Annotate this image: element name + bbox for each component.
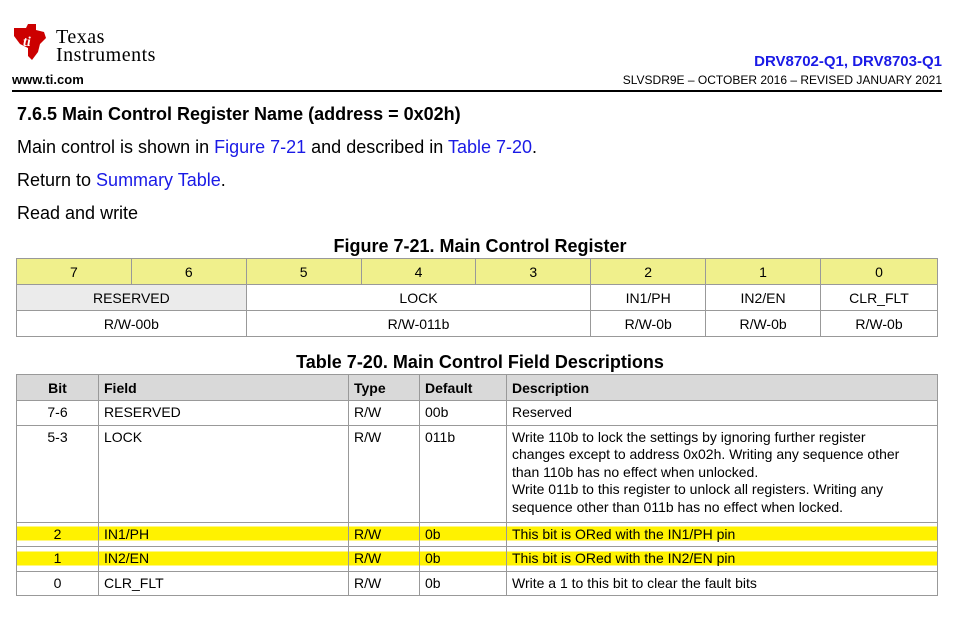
bit-cell: 4 (361, 259, 476, 285)
bit-cell: 3 (476, 259, 591, 285)
access-cell: R/W-0b (821, 311, 938, 337)
header-type: Type (349, 375, 420, 401)
p1-text-pre: Main control is shown in (17, 137, 215, 157)
cell-type: R/W (349, 547, 420, 572)
bit-cell: 1 (706, 259, 821, 285)
bit-cell: 7 (17, 259, 132, 285)
register-map-table (16, 258, 938, 337)
return-paragraph (17, 170, 226, 191)
header-description: Description (507, 375, 938, 401)
bit-cell: 6 (131, 259, 246, 285)
field-cell-in2en: IN2/EN (706, 285, 821, 311)
table-header-row (17, 375, 938, 401)
cell-default: 011b (420, 425, 507, 522)
description-line: Write 110b to lock the settings by ignoring further register (512, 428, 866, 445)
cell-type: R/W (349, 425, 420, 522)
bit-number-row (17, 259, 938, 285)
cell-field: LOCK (99, 425, 349, 522)
cell-field: CLR_FLT (99, 571, 349, 596)
ti-logo[interactable] (10, 22, 210, 70)
cell-bit: 5-3 (17, 425, 99, 522)
access-cell: R/W-0b (706, 311, 821, 337)
cell-description: This bit is ORed with the IN1/PH pin (507, 522, 938, 547)
cell-field: IN2/EN (99, 547, 349, 572)
header-default: Default (420, 375, 507, 401)
field-name-row (17, 285, 938, 311)
summary-table-link[interactable]: Summary Table (96, 170, 221, 190)
svg-text:ti: ti (23, 35, 31, 50)
access-cell: R/W-00b (17, 311, 247, 337)
table-row (17, 425, 938, 522)
access-cell: R/W-0b (591, 311, 706, 337)
p1-text-post: . (532, 137, 538, 157)
access-row (17, 311, 938, 337)
bit-cell: 2 (591, 259, 706, 285)
table-row (17, 571, 938, 596)
access-cell: R/W-011b (246, 311, 590, 337)
cell-field: RESERVED (99, 401, 349, 426)
header-bit: Bit (17, 375, 99, 401)
brand-name (56, 28, 156, 64)
bit-cell: 5 (246, 259, 361, 285)
document-revision: SLVSDR9E – OCTOBER 2016 – REVISED JANUARY 2021 (622, 73, 942, 87)
description-line: sequence other than 011b has no effect when locked. (512, 498, 844, 515)
table-title: Table 7-20. Main Control Field Descriptions (296, 352, 664, 372)
cell-bit: 2 (17, 522, 99, 547)
p2-text-pre: Return to (17, 170, 97, 190)
figure-title: Figure 7-21. Main Control Register (333, 236, 627, 256)
cell-description: This bit is ORed with the IN2/EN pin (507, 547, 938, 572)
intro-paragraph (17, 137, 537, 158)
p1-text-mid: and described in (306, 137, 448, 157)
cell-description: Write a 1 to this bit to clear the fault bits (507, 571, 938, 596)
figure-link[interactable]: Figure 7-21 (214, 137, 307, 157)
cell-bit: 0 (17, 571, 99, 596)
p2-text-post: . (220, 170, 226, 190)
header-divider (12, 90, 942, 92)
header-field: Field (99, 375, 349, 401)
field-description-table (16, 374, 938, 596)
table-link[interactable]: Table 7-20 (447, 137, 532, 157)
cell-bit: 7-6 (17, 401, 99, 426)
access-paragraph: Read and write (17, 203, 139, 223)
website-link[interactable]: www.ti.com (12, 72, 84, 87)
cell-type: R/W (349, 401, 420, 426)
bit-cell: 0 (821, 259, 938, 285)
cell-type: R/W (349, 522, 420, 547)
table-row-highlighted (17, 547, 938, 572)
document-title-link[interactable]: DRV8702-Q1, DRV8703-Q1 (754, 53, 942, 70)
cell-field: IN1/PH (99, 522, 349, 547)
cell-default: 00b (420, 401, 507, 426)
cell-bit: 1 (17, 547, 99, 572)
table-row (17, 401, 938, 426)
field-cell-clrflt: CLR_FLT (821, 285, 938, 311)
ti-state-logo-icon (10, 22, 50, 62)
field-cell-in1ph: IN1/PH (591, 285, 706, 311)
description-line: Write 011b to this register to unlock all registers. Writing any (512, 481, 884, 497)
field-cell-lock: LOCK (246, 285, 590, 311)
description-line: than 110b has no effect when unlocked. (512, 463, 759, 480)
cell-default: 0b (420, 522, 507, 547)
brand-line-1: Texas (56, 26, 105, 48)
cell-default: 0b (420, 547, 507, 572)
table-row-highlighted (17, 522, 938, 547)
cell-default: 0b (420, 571, 507, 596)
section-title: 7.6.5 Main Control Register Name (address = 0x02h) (17, 104, 461, 124)
cell-description (507, 425, 938, 522)
brand-line-2: Instruments (56, 44, 156, 66)
description-line: changes except to address 0x02h. Writing any sequence other (512, 446, 900, 462)
field-cell-reserved: RESERVED (17, 285, 247, 311)
page-header (0, 0, 960, 92)
cell-type: R/W (349, 571, 420, 596)
cell-description: Reserved (507, 401, 938, 426)
